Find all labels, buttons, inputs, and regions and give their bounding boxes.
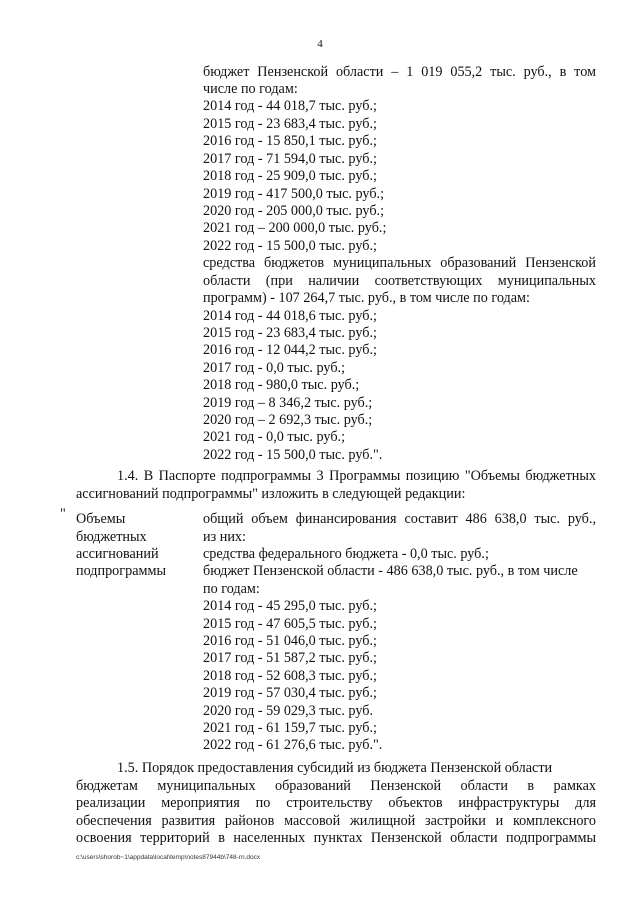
text-line: из них: [203, 529, 246, 545]
label-line: подпрограммы [76, 563, 166, 579]
text-line: средства бюджетов муниципальных образований Пензенской [203, 255, 596, 271]
text-line: бюджет Пензенской области – 1 019 055,2 тыс. руб., в том [203, 64, 596, 80]
list-item: 2016 год - 12 044,2 тыс. руб.; [203, 342, 377, 358]
list-item: 2014 год - 44 018,6 тыс. руб.; [203, 308, 377, 324]
list-item: 2018 год - 980,0 тыс. руб.; [203, 377, 360, 393]
text-line: 1.5. Порядок предоставления субсидий из бюджета Пензенской области [117, 760, 553, 776]
text-line: программ) - 107 264,7 тыс. руб., в том числе по годам: [203, 290, 530, 306]
text-line: общий объем финансирования составит 486 638,0 тыс. руб., [203, 511, 596, 527]
text-line: реализации мероприятия по строительству объектов инфраструктуры для [76, 795, 596, 811]
page-number: 4 [317, 38, 323, 50]
text-line: средства федерального бюджета - 0,0 тыс. руб.; [203, 546, 489, 562]
text-line: бюджет Пензенской области - 486 638,0 тыс. руб., в том числе [203, 563, 578, 579]
list-item: 2018 год - 25 909,0 тыс. руб.; [203, 168, 377, 184]
list-item: 2014 год - 44 018,7 тыс. руб.; [203, 98, 377, 114]
text-line: освоения территорий в населенных пунктах Пензенской области подпрограммы [76, 830, 596, 846]
text-line: 1.4. В Паспорте подпрограммы 3 Программы позицию "Объемы бюджетных [117, 468, 596, 484]
list-item: 2021 год - 0,0 тыс. руб.; [203, 429, 346, 445]
list-item: 2022 год - 15 500,0 тыс. руб.". [203, 447, 383, 463]
list-item: 2015 год - 47 605,5 тыс. руб.; [203, 616, 377, 632]
list-item: 2020 год - 205 000,0 тыс. руб.; [203, 203, 385, 219]
list-item: 2016 год - 51 046,0 тыс. руб.; [203, 633, 377, 649]
list-item: 2021 год - 61 159,7 тыс. руб.; [203, 720, 377, 736]
text-line: числе по годам: [203, 81, 298, 97]
list-item: 2017 год - 0,0 тыс. руб.; [203, 360, 346, 376]
list-item: 2019 год - 417 500,0 тыс. руб.; [203, 186, 385, 202]
list-item: 2020 год - 59 029,3 тыс. руб. [203, 703, 374, 719]
list-item: 2022 год - 61 276,6 тыс. руб.". [203, 737, 383, 753]
text-line: ассигнований подпрограммы" изложить в следующей редакции: [76, 486, 466, 502]
label-line: Объемы [76, 511, 126, 527]
label-line: ассигнований [76, 546, 159, 562]
label-line: бюджетных [76, 529, 147, 545]
list-item: 2019 год – 8 346,2 тыс. руб.; [203, 395, 373, 411]
list-item: 2016 год - 15 850,1 тыс. руб.; [203, 133, 377, 149]
list-item: 2017 год - 51 587,2 тыс. руб.; [203, 650, 377, 666]
list-item: 2022 год - 15 500,0 тыс. руб.; [203, 238, 377, 254]
text-line: бюджетам муниципальных образований Пензенской области в рамках [76, 778, 596, 794]
list-item: 2015 год - 23 683,4 тыс. руб.; [203, 116, 377, 132]
list-item: 2015 год - 23 683,4 тыс. руб.; [203, 325, 377, 341]
list-item: 2020 год – 2 692,3 тыс. руб.; [203, 412, 373, 428]
list-item: 2017 год - 71 594,0 тыс. руб.; [203, 151, 377, 167]
list-item: 2019 год - 57 030,4 тыс. руб.; [203, 685, 377, 701]
list-item: 2021 год – 200 000,0 тыс. руб.; [203, 220, 387, 236]
text-line: обеспечения развития районов массовой жилищной застройки и комплексного [76, 813, 596, 829]
quote-mark: " [60, 506, 66, 522]
footer-file-path: c:\users\shorob~1\appdata\local\temp\notes87944b\748-rn.docx [76, 854, 261, 861]
text-line: области (при наличии соответствующих муниципальных [203, 273, 596, 289]
list-item: 2014 год - 45 295,0 тыс. руб.; [203, 598, 377, 614]
list-item: 2018 год - 52 608,3 тыс. руб.; [203, 668, 377, 684]
text-line: по годам: [203, 581, 260, 597]
